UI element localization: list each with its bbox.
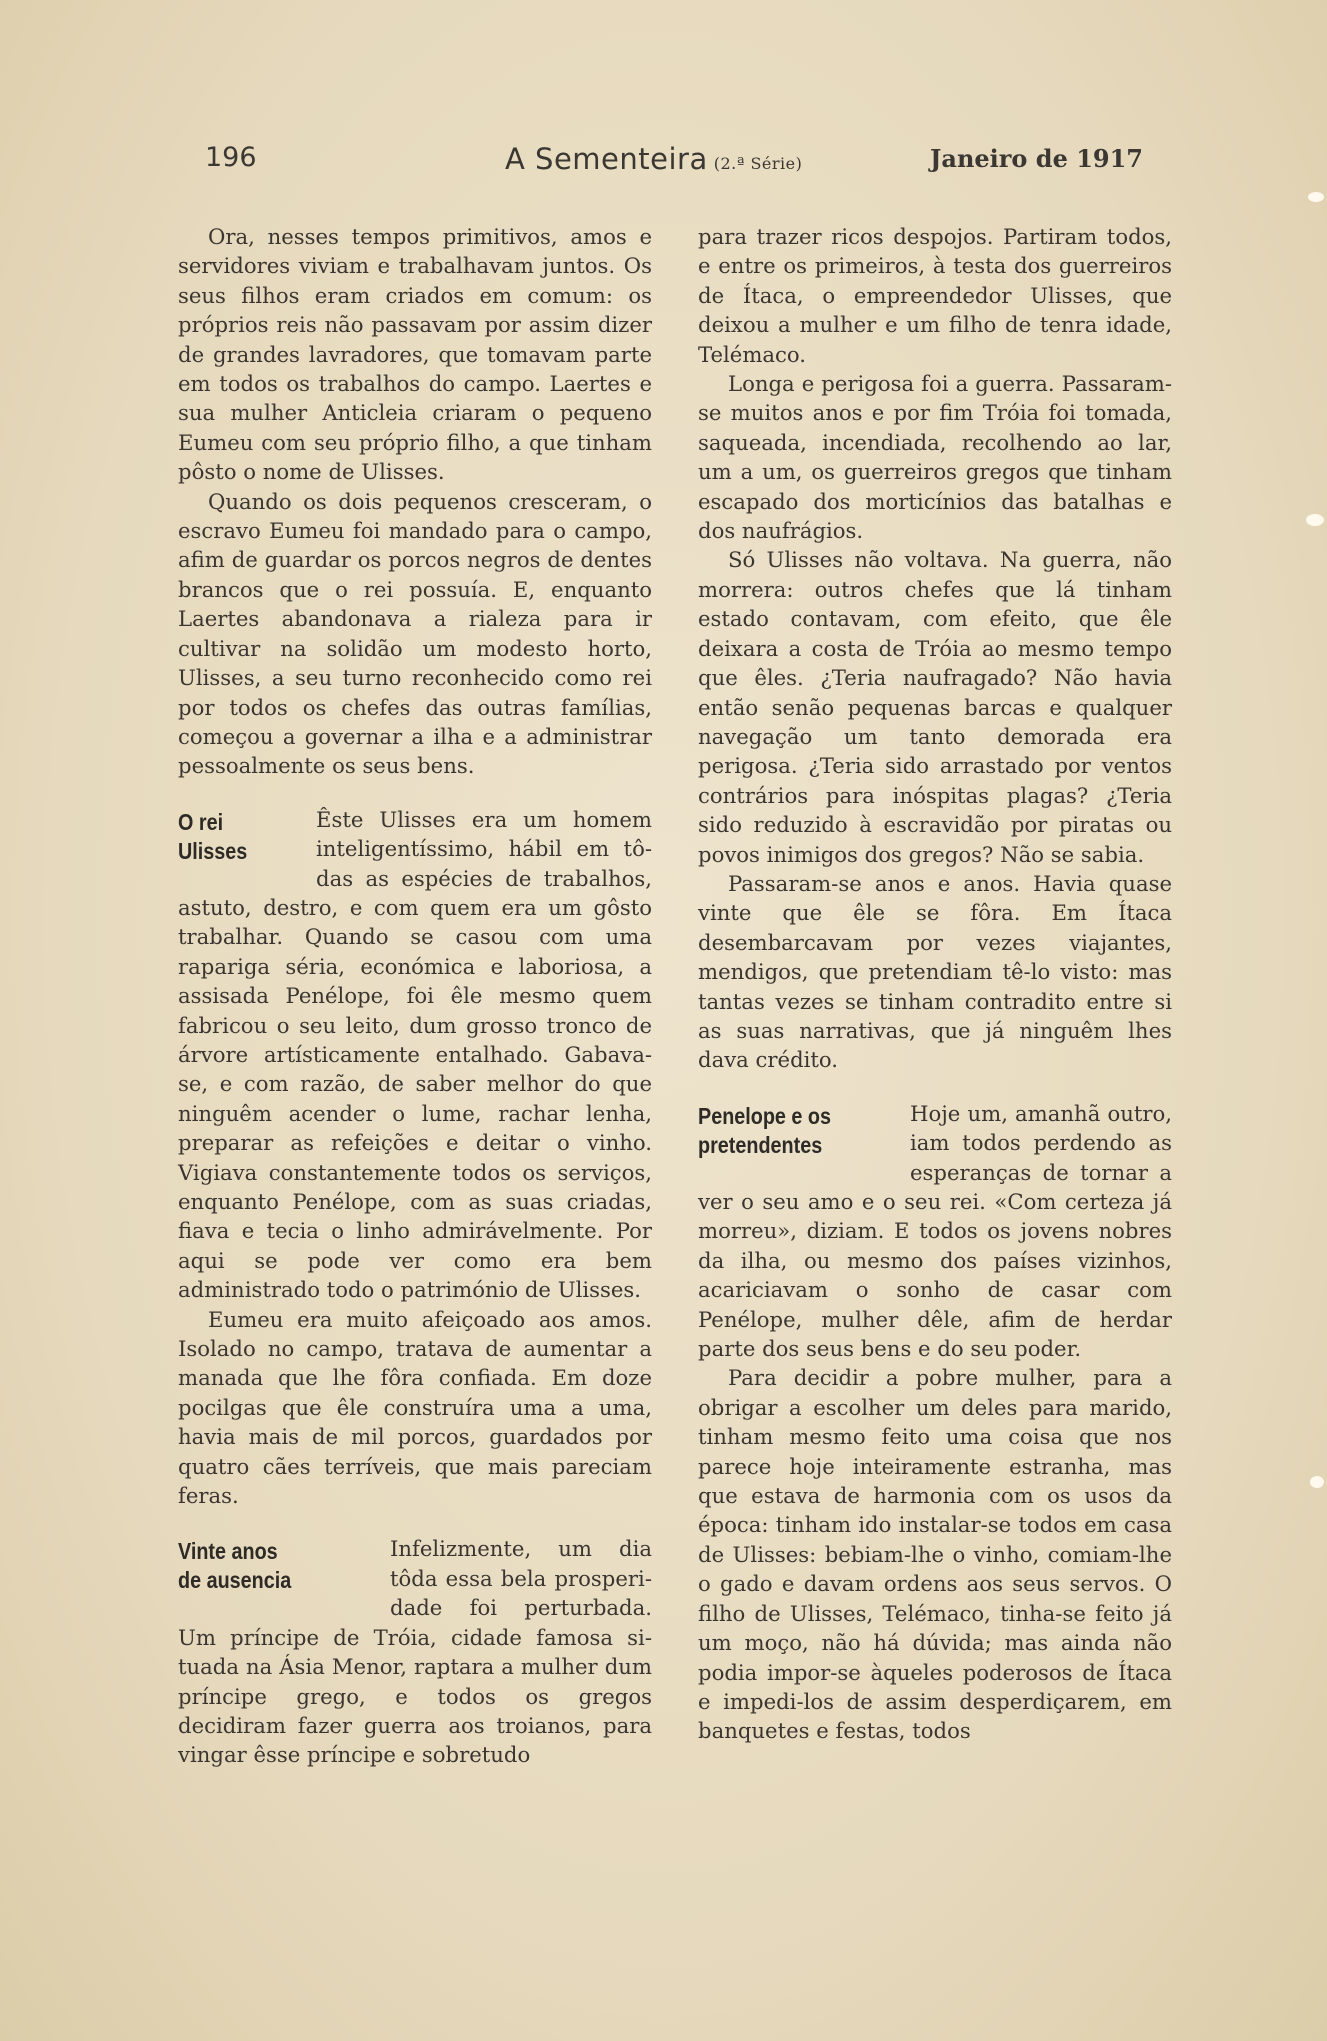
right-column [698,222,1172,1746]
left-column [178,222,652,1770]
section-heading [178,808,279,866]
paper-wear-spot [1310,1476,1324,1488]
section-o-rei-ulisses [178,805,652,1511]
section-heading [698,1102,836,1160]
heading-line: Ulisses [178,837,248,864]
paragraph: Hoje um, amanhã outro, iam todos perdendo as esperanças de tornar a ver o seu amo e o seu rei. «Com certeza já morreu», diziam. E todos os jovens nobres da ilha, ou mesmo dos países vizinhos, acariciavam o sonho de casar com Penélope, mulher dêle, afim de herdar parte dos seus bens e do seu poder. [698,1100,1172,1362]
paragraph: para trazer ricos despojos. Partiram todos, e entre os primeiros, à testa dos guerreiros de Ítaca, o empreendedor Ulisses, que deixou a mulher e um filho de tenra idade, Telémaco. [698,224,1172,367]
heading-line: pretendentes [698,1131,823,1158]
heading-line: de ausencia [178,1567,292,1594]
heading-line: O rei [178,808,224,835]
paper-wear-spot [1306,514,1324,526]
section-vinte-anos [178,1534,652,1769]
heading-line: Penelope e os [698,1102,832,1129]
section-penelope [698,1099,1172,1746]
paragraph: Infelizmente, um dia tôda essa bela prosperidade foi perturbada. Um príncipe de Tróia, cidade famosa situada na Ásia Menor, raptara a mulher dum príncipe grego, e todos os gregos decidiram fazer guerra aos troianos, para vingar êsse príncipe e sobretudo [178,1536,652,1768]
journal-title: A Sementeira [505,142,708,176]
running-title [505,142,802,176]
paper-wear-spot [1308,192,1324,202]
running-header [205,142,1143,184]
issue-date: Janeiro de 1917 [930,144,1143,173]
paragraph: Só Ulisses não voltava. Na guerra, não morrera: outros chefes que lá tinham estado contavam, com efeito, que êle deixara a costa de Tróia ao mesmo tempo que êles. ¿Teria naufragado? Não havia então senão pequenas barcas e qualquer navegação um tanto demorada era perigosa. ¿Teria sido arrastado por ventos contrários para inóspitas plagas? ¿Teria sido reduzido à escravidão por piratas ou povos inimigos dos gregos? Não se sabia. [698,547,1172,867]
paragraph: Para decidir a pobre mulher, para a obrigar a escolher um deles para marido, tinham mesmo feito uma coisa que nos parece hoje inteiramente estranha, mas que estava de harmonia com os usos da época: tinham ido instalar-se todos em casa de Ulisses: bebiam-lhe o vinho, comiam-lhe o gado e davam ordens aos seus servos. O filho de Ulisses, Telémaco, tinha-se feito já um moço, não há dúvida; mas ainda não podia impor-se àqueles poderosos de Ítaca e impedi-los de assim desperdiçarem, em banquetes e festas, todos [698,1365,1172,1744]
page-number: 196 [205,142,257,173]
series-label: (2.ª Série) [713,154,803,173]
paragraph: Passaram-se anos e anos. Havia quase vinte que êle se fôra. Em Ítaca desembarcavam por vezes viajantes, mendigos, que pretendiam tê-lo visto: mas tantas vezes se tinham contradito entre si as suas narrativas, que já ninguêm lhes dava crédito. [698,870,1172,1073]
paragraph: Êste Ulisses era um homem inteligentíssimo, hábil em tôdas as espécies de trabalhos, astuto, destro, e com quem era um gôsto trabalhar. Quando se casou com uma rapariga séria, económica e laboriosa, a assisada Penélope, foi êle mesmo quem fabricou o seu leito, dum grosso tronco de árvore artísticamente entalhado. Gabava-se, e com razão, de saber melhor do que ninguêm acender o lume, rachar lenha, preparar as refeições e deitar o vinho. Vigiava constantemente todos os serviços, enquanto Penélope, com as suas criadas, fiava e tecia o linho admirávelmente. Por aqui se pode ver como era bem administrado todo o património de Ulisses. [178,806,652,1303]
paragraph: Quando os dois pequenos cresceram, o escravo Eumeu foi mandado para o campo, afim de guardar os porcos negros de dentes brancos que o rei possuía. E, enquanto Laertes abandonava a rialeza para ir cultivar na solidão um modesto horto, Ulisses, a seu turno reconhecido como rei por todos os chefes das outras famílias, começou a governar a ilha e a administrar pessoalmente os seus bens. [178,488,652,779]
section-heading [178,1537,316,1595]
heading-line: Vinte anos [178,1538,278,1565]
paragraph: Ora, nesses tempos primitivos, amos e servidores viviam e trabalhavam juntos. Os seus filhos eram criados em comum: os próprios reis não passavam por assim dizer de grandes lavradores, que tomavam parte em todos os trabalhos do campo. Laertes e sua mulher Anticleia criaram o pequeno Eumeu com seu próprio filho, a que tinham pôsto o nome de Ulisses. [178,224,652,485]
paragraph: Eumeu era muito afeiçoado aos amos. Isolado no campo, tratava de aumentar a manada que lhe fôra confiada. Em doze pocilgas que êle construíra uma a uma, havia mais de mil porcos, guardados por quatro cães terríveis, que mais pareciam feras. [178,1306,652,1509]
paragraph: Longa e perigosa foi a guerra. Passaram-se muitos anos e por fim Tróia foi tomada, saqueada, incendiada, recolhendo ao lar, um a um, os guerreiros gregos que tinham escapado dos morticínios das batalhas e dos naufrágios. [698,371,1172,544]
